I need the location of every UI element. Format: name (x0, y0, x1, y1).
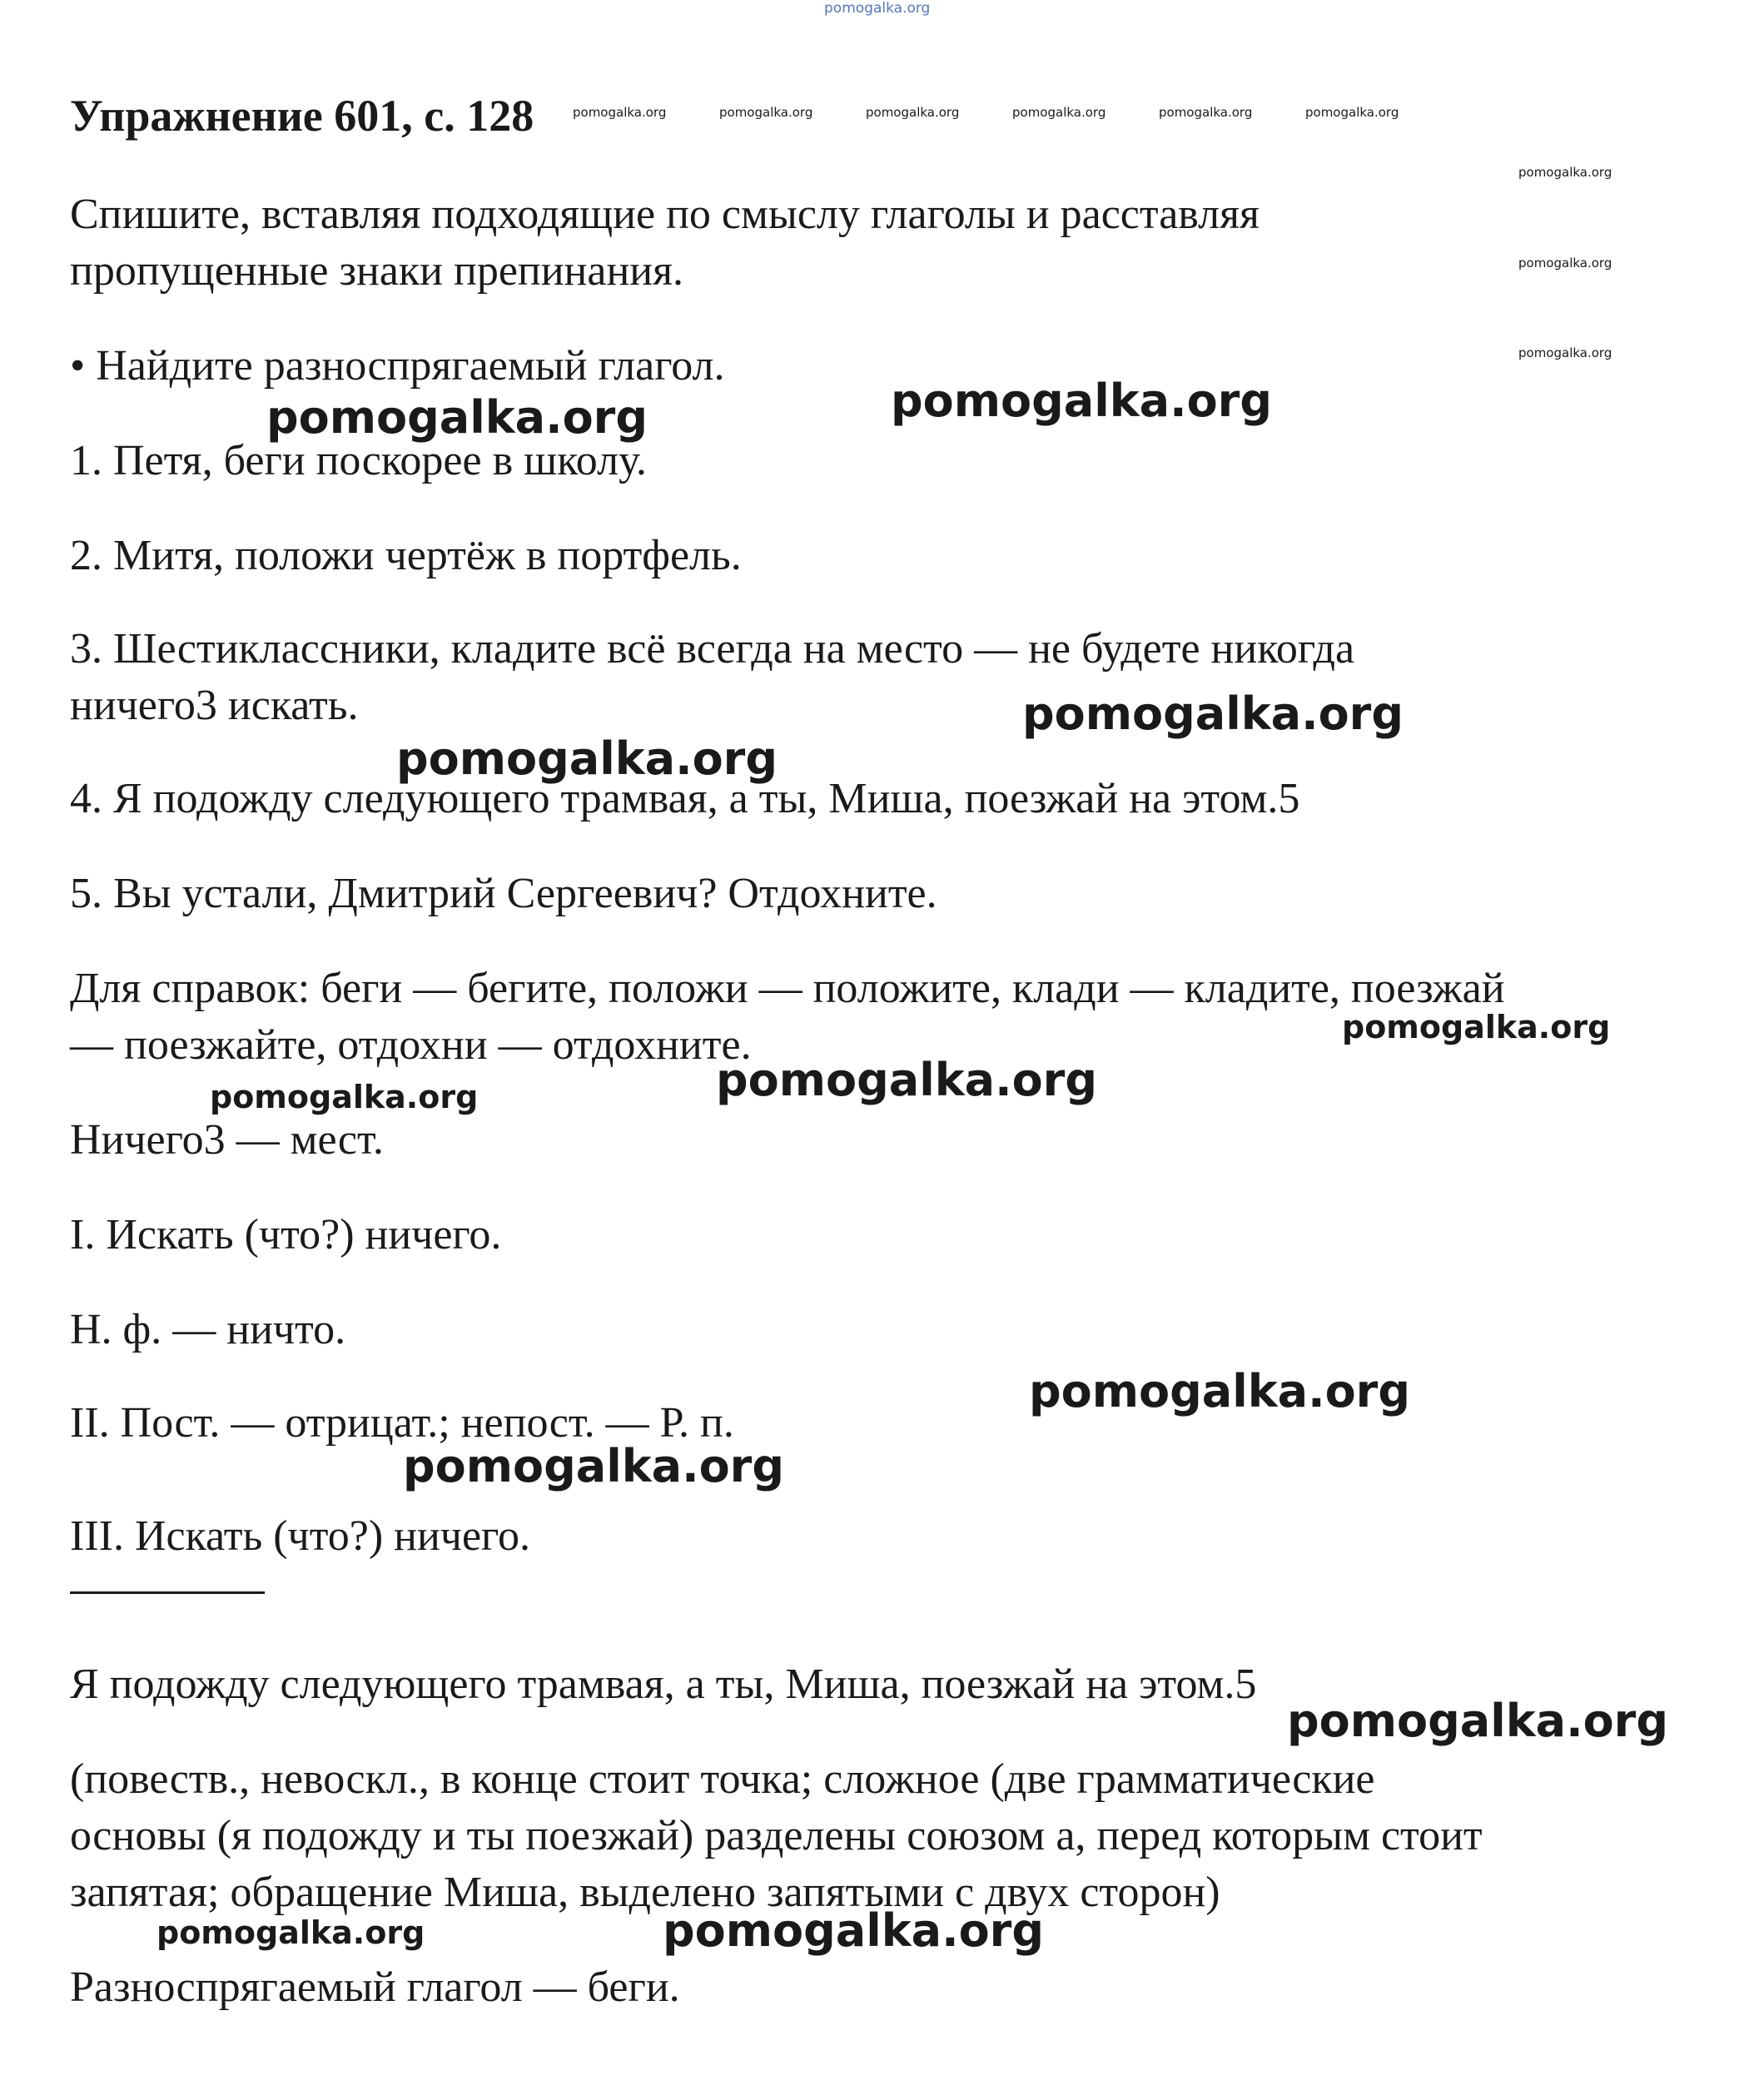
analysis5-sentence: Я подожду следующего трамвая, а ты, Миша, поезжай на этом.5 (70, 1661, 1257, 1708)
watermark-small: pomogalka.org (573, 105, 667, 120)
watermark-large: pomogalka.org (396, 732, 778, 785)
sentence-3: 3. Шестиклассники, кладите всё всегда на место — не будете никогда (70, 625, 1355, 673)
watermark-medium: pomogalka.org (157, 1914, 425, 1951)
reference-line: Для справок: беги — бегите, положи — положите, клади — кладите, поезжай (70, 965, 1505, 1012)
watermark-large: pomogalka.org (1287, 1695, 1668, 1747)
watermark-small: pomogalka.org (1305, 105, 1399, 120)
bullet-task: • Найдите разноспрягаемый глагол. (70, 342, 725, 390)
analysis5-line: (повеств., невоскл., в конце стоит точка; сложное (две грамматические (70, 1755, 1375, 1803)
instruction-line: пропущенные знаки препинания. (70, 247, 684, 295)
footnote-divider (70, 1591, 265, 1594)
sentence-4: 4. Я подожду следующего трамвая, а ты, Миша, поезжай на этом.5 (70, 775, 1300, 822)
watermark-medium: pomogalka.org (210, 1079, 479, 1115)
watermark-large: pomogalka.org (266, 391, 648, 444)
watermark-large: pomogalka.org (716, 1054, 1097, 1106)
watermark-large: pomogalka.org (403, 1440, 784, 1492)
sentence-1: 1. Петя, беги поскорее в школу. (70, 437, 647, 484)
analysis5-line: основы (я подожду и ты поезжай) разделены союзом а, перед которым стоит (70, 1812, 1483, 1859)
instruction-line: Спишите, вставляя подходящие по смыслу глаголы и расставляя (70, 191, 1260, 238)
watermark-large: pomogalka.org (891, 375, 1272, 427)
watermark-medium: pomogalka.org (1342, 1009, 1611, 1045)
analysis-part-3: III. Искать (что?) ничего. (70, 1512, 531, 1560)
watermark-large: pomogalka.org (1022, 688, 1404, 740)
reference-line: — поезжайте, отдохни — отдохните. (70, 1021, 752, 1069)
watermark-small: pomogalka.org (1159, 105, 1253, 120)
analysis-part-2: II. Пост. — отрицат.; непост. — Р. п. (70, 1399, 734, 1447)
analysis-part-1: I. Искать (что?) ничего. (70, 1211, 502, 1259)
watermark-small: pomogalka.org (1518, 256, 1612, 271)
watermark-small: pomogalka.org (866, 105, 960, 120)
sentence-5: 5. Вы устали, Дмитрий Сергеевич? Отдохните. (70, 870, 937, 917)
watermark-small: pomogalka.org (1012, 105, 1106, 120)
sentence-2: 2. Митя, положи чертёж в портфель. (70, 532, 742, 579)
analysis5-line: запятая; обращение Миша, выделено запятыми с двух сторон) (70, 1869, 1220, 1916)
watermark-small: pomogalka.org (1518, 345, 1612, 360)
answer-line: Разноспрягаемый глагол — беги. (70, 1963, 680, 2011)
watermark-small: pomogalka.org (1518, 165, 1612, 180)
watermark-small: pomogalka.org (719, 105, 813, 120)
sentence-3-cont: ничего3 искать. (70, 682, 359, 729)
watermark-top: pomogalka.org (824, 0, 931, 17)
watermark-large: pomogalka.org (663, 1904, 1044, 1957)
analysis-heading: Ничего3 — мест. (70, 1116, 384, 1164)
analysis-initial-form: Н. ф. — ничто. (70, 1306, 346, 1353)
watermark-large: pomogalka.org (1029, 1365, 1410, 1417)
page-title: Упражнение 601, с. 128 (70, 91, 534, 141)
